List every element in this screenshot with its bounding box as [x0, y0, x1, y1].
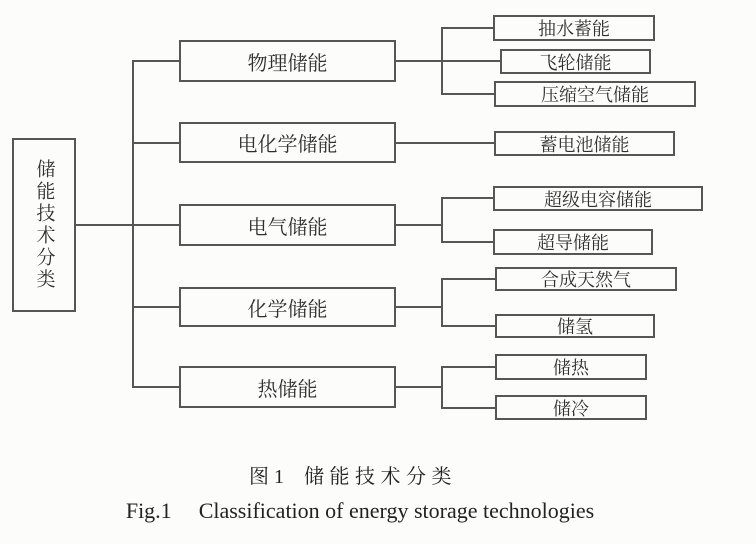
caption-zh-figure-number: 图 1 [249, 466, 284, 488]
caption-english [126, 498, 594, 524]
node-cold-storage [495, 395, 647, 420]
node-electrical-storage [179, 204, 396, 246]
caption-chinese [249, 460, 457, 489]
node-root-label: 储能技术分类 [33, 159, 55, 291]
node-pumped-hydro [493, 15, 655, 41]
node-thermal-storage [179, 366, 396, 408]
node-thermal-storage-label: 热储能 [257, 378, 318, 401]
connector-chemical-out [396, 306, 442, 308]
connector-trunk-to-physical [132, 60, 179, 62]
connector-to-cold [441, 407, 495, 409]
bus-electrical [441, 197, 443, 243]
connector-to-hydrogen [441, 325, 495, 327]
connector-thermal-out [396, 386, 442, 388]
node-flywheel-label: 飞轮储能 [539, 52, 612, 73]
node-battery [494, 131, 675, 156]
connector-physical-out [396, 60, 442, 62]
node-electrical-storage-label: 电气储能 [247, 216, 328, 239]
caption-en-title: Classification of energy storage technologies [198, 498, 595, 523]
connector-to-compressed-air [441, 93, 494, 95]
node-flywheel [500, 49, 651, 74]
connector-trunk-to-thermal [132, 386, 179, 388]
node-synthetic-gas-label: 合成天然气 [541, 270, 631, 290]
node-heat-storage-label: 储热 [553, 358, 589, 378]
bus-thermal [441, 366, 443, 409]
node-superconducting-label: 超导储能 [537, 233, 609, 253]
node-physical-storage-label: 物理储能 [247, 52, 328, 75]
node-heat-storage [495, 354, 647, 380]
node-hydrogen-label: 储氢 [557, 317, 593, 337]
node-synthetic-gas [495, 267, 677, 291]
node-root [12, 138, 76, 312]
connector-root-to-electrical [76, 224, 179, 226]
node-chemical-storage-label: 化学储能 [247, 298, 328, 321]
connector-to-supercapacitor [441, 197, 493, 199]
node-supercapacitor [493, 186, 703, 211]
node-electrochemical-storage-label: 电化学储能 [237, 134, 338, 156]
connector-to-flywheel [441, 60, 500, 62]
connector-to-battery [396, 142, 494, 144]
node-chemical-storage [179, 287, 396, 327]
connector-trunk-to-chemical [132, 306, 179, 308]
node-battery-label: 蓄电池储能 [539, 134, 630, 155]
node-physical-storage [179, 40, 396, 82]
node-supercapacitor-label: 超级电容储能 [544, 189, 652, 210]
connector-electrical-out [396, 224, 442, 226]
connector-to-superconducting [441, 241, 493, 243]
caption-en-figure-number: Fig.1 [125, 498, 172, 523]
node-pumped-hydro-label: 抽水蓄能 [538, 19, 610, 39]
connector-to-synthetic-gas [441, 278, 495, 280]
node-hydrogen [495, 314, 655, 338]
node-superconducting [493, 229, 653, 255]
node-electrochemical-storage [179, 122, 396, 163]
bus-chemical [441, 278, 443, 327]
node-compressed-air [494, 81, 696, 107]
node-cold-storage-label: 储冷 [553, 398, 589, 419]
caption-zh-title: 储能技术分类 [304, 466, 457, 488]
connector-to-pumped-hydro [441, 27, 493, 29]
connector-to-heat [441, 366, 495, 368]
connector-trunk-to-electrochemical [132, 142, 179, 144]
node-compressed-air-label: 压缩空气储能 [541, 85, 649, 105]
